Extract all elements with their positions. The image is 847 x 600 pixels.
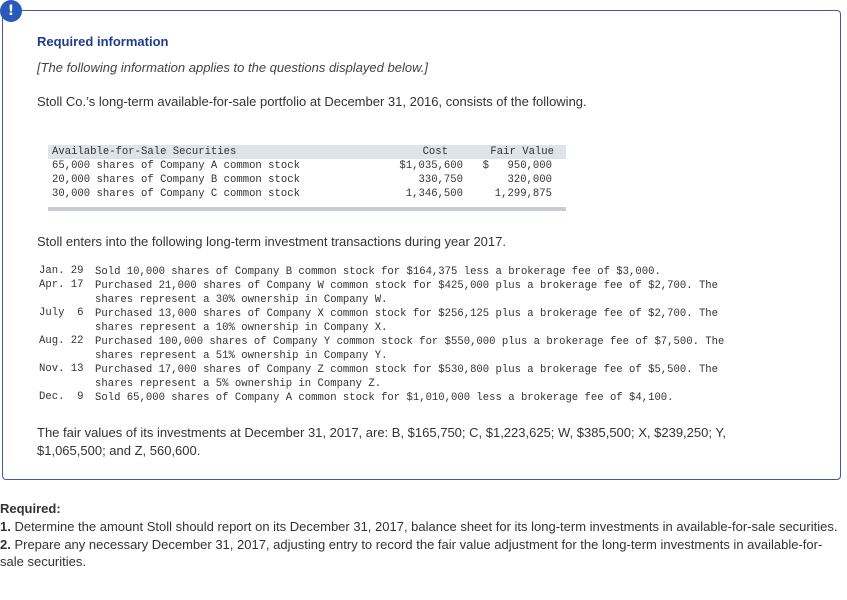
info-title: Required information	[37, 34, 169, 49]
required-section	[0, 500, 843, 570]
transaction-text: Purchased 17,000 shares of Company Z common stock for $530,800 plus a brokerage fee of $5,500. The	[95, 364, 719, 376]
header-fair-value: Fair Value	[490, 146, 554, 158]
transaction-text: shares represent a 30% ownership in Company W.	[95, 294, 388, 306]
transaction-date: Jan. 29	[39, 265, 84, 277]
row-desc: 65,000 shares of Company A common stock	[52, 160, 300, 172]
transaction-text: Purchased 21,000 shares of Company W common stock for $425,000 plus a brokerage fee of $2,700. The	[95, 280, 719, 292]
requirement-text: Prepare any necessary December 31, 2017, adjusting entry to record the fair value adjustment for the long-term investments in available-for-sale securities.	[0, 537, 823, 569]
required-heading: Required:	[0, 501, 61, 516]
list-item	[39, 391, 829, 405]
afs-portfolio-table	[48, 145, 566, 211]
transaction-text: Purchased 13,000 shares of Company X common stock for $256,125 plus a brokerage fee of $2,700. The	[95, 308, 719, 320]
alert-icon: !	[0, 0, 22, 22]
transaction-text: Purchased 100,000 shares of Company Y common stock for $550,000 plus a brokerage fee of $7,500. The	[95, 336, 725, 348]
transaction-date: Dec. 9	[39, 391, 84, 403]
table-row	[48, 159, 566, 173]
list-item	[39, 335, 829, 363]
row-cost: $1,035,600	[399, 160, 463, 172]
fair-values-paragraph: The fair values of its investments at December 31, 2017, are: B, $165,750; C, $1,223,625; W, $385,500; X, $239,250; Y, $1,065,500; and Z, 560,600.	[37, 425, 726, 458]
info-note: [The following information applies to the questions displayed below.]	[37, 60, 428, 75]
transaction-text: shares represent a 51% ownership in Company Y.	[95, 350, 388, 362]
transaction-list	[39, 265, 829, 405]
row-cost: 1,346,500	[405, 188, 463, 200]
list-item	[39, 307, 829, 335]
list-item	[39, 363, 829, 391]
table-row	[48, 173, 566, 187]
row-cost: 330,750	[418, 174, 463, 186]
transaction-text: Sold 10,000 shares of Company B common stock for $164,375 less a brokerage fee of $3,000.	[95, 266, 661, 278]
portfolio-intro: Stoll Co.’s long-term available-for-sale portfolio at December 31, 2016, consists of the following.	[37, 94, 587, 109]
header-securities: Available-for-Sale Securities	[52, 146, 237, 158]
transaction-text: shares represent a 10% ownership in Company X.	[95, 322, 388, 334]
transaction-date: July 6	[39, 307, 84, 319]
row-desc: 20,000 shares of Company B common stock	[52, 174, 300, 186]
requirement-text: Determine the amount Stoll should report on its December 31, 2017, balance sheet for its long-term investments in available-for-sale securities.	[10, 519, 838, 534]
requirement-item	[0, 536, 843, 570]
transaction-date: Nov. 13	[39, 363, 84, 375]
header-cost: Cost	[422, 146, 448, 158]
transaction-date: Aug. 22	[39, 335, 84, 347]
list-item	[39, 279, 829, 307]
transaction-text: Sold 65,000 shares of Company A common stock for $1,010,000 less a brokerage fee of $4,100.	[95, 392, 674, 404]
list-item	[39, 265, 829, 279]
table-header-row	[48, 145, 566, 159]
row-fair-value: 950,000	[507, 160, 552, 172]
requirement-number: 1.	[0, 519, 11, 534]
row-fair-value: 320,000	[507, 174, 552, 186]
transactions-intro: Stoll enters into the following long-term investment transactions during year 2017.	[37, 234, 506, 249]
requirement-number: 2.	[0, 537, 11, 552]
transaction-text: shares represent a 5% ownership in Company Z.	[95, 378, 382, 390]
transaction-date: Apr. 17	[39, 279, 84, 291]
row-fv-dollar: $	[482, 160, 489, 172]
row-fair-value: 1,299,875	[494, 188, 552, 200]
row-desc: 30,000 shares of Company C common stock	[52, 188, 300, 200]
requirement-item	[0, 518, 843, 535]
table-row	[48, 187, 566, 201]
